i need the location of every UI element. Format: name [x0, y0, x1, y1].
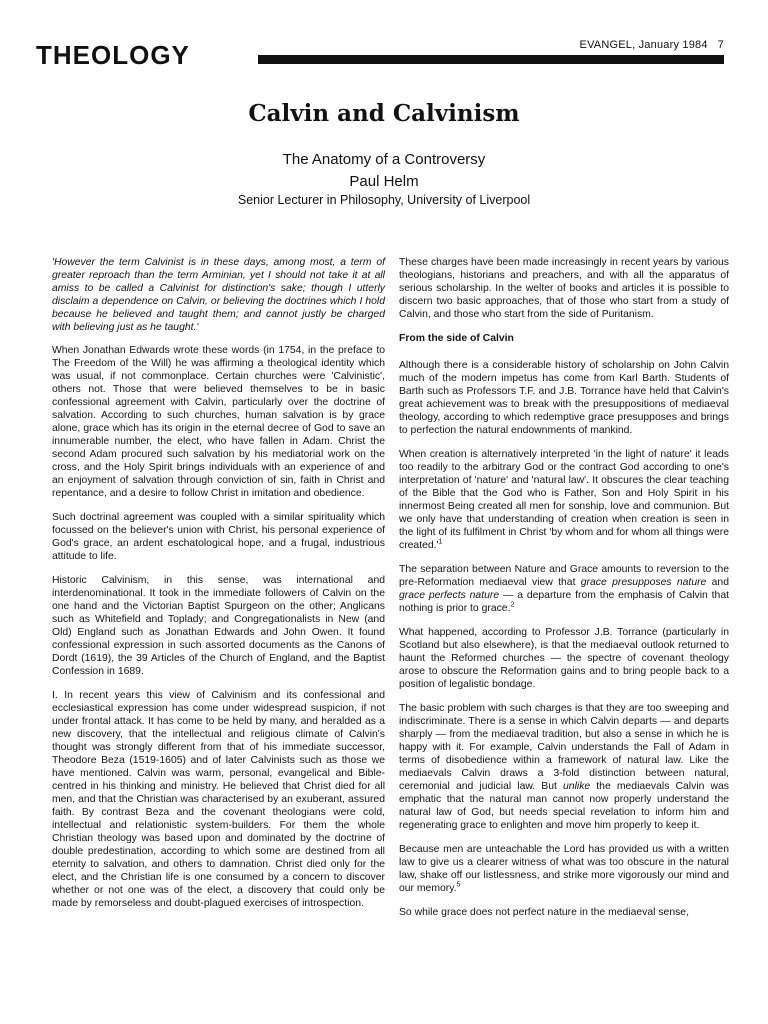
- paragraph: Such doctrinal agreement was coupled with a similar spirituality which focussed on the believer's union with Christ, his personal experience of God's grace, an ardent eschatological hope, and a frugal, industrious attitude to life.: [52, 512, 385, 562]
- right-column: [399, 256, 729, 930]
- paragraph-text: The separation between Nature and Grace amounts to reversion to the pre-Reformation mediaeval view that: [399, 564, 729, 588]
- emphasis: unlike: [563, 781, 591, 792]
- paragraph: I. In recent years this view of Calvinism and its confessional and ecclesiastical expression has come under widespread suspicion, if not under frontal attack. It has come to be held by many, and heralded as a new discovery, that the intellectual and religious climate of Calvin's thought was strongly different from that of his immediate successor, Theodore Beza (1519-1605) and of later Calvinists such as those we have mentioned. Calvin was warm, personal, evangelical and Bible-centred in his thinking and ministry. He believed that Christ died for all men, and that the Christian was characterised by an exuberant, assured faith. By contrast Beza and the covenant theologians were cold, intellectual and relationistic system-builders. For them the whole Christian theology was based upon and dominated by the doctrine of double predestination, according to which some are destined from all eternity to salvation, and others to damnation. Christ died only for the elect, and the Christian life is one consumed by a concern to discover whether or not one was of the elect, a discovery that could only be made by remorseless and doubt-plagued exercises of introspection.: [52, 690, 385, 909]
- paragraph: [399, 563, 729, 615]
- footnote-marker: 1: [438, 538, 443, 546]
- paragraph: Historic Calvinism, in this sense, was international and interdenominational. It took in the immediate followers of Calvin on the one hand and the Victorian Baptist Spurgeon on the other; Anglicans such as Whitefield and Toplady; and Congregationalists in New (and Old) England such as Jonathan Edwards and John Owen. It found confessional expression in such assorted documents as the Canons of Dordt (1619), the 39 Articles of the Church of England, and the Baptist Confession in 1689.: [52, 575, 385, 677]
- footnote-marker: 2: [510, 601, 515, 609]
- paragraph-text: Because men are unteachable the Lord has provided us with a written law to give us a clearer witness of what was too obscure in the natural law, shake off our listlessness, and strike more vigorously our mind and our memory.: [399, 844, 729, 894]
- article-author: Paul Helm: [349, 173, 419, 190]
- paragraph: [399, 448, 729, 552]
- paragraph-text: — a departure from the emphasis of Calvin that nothing is prior to grace.: [399, 590, 729, 614]
- paragraph: [399, 843, 729, 895]
- epigraph: 'However the term Calvinist is in these days, among most, a term of greater reproach than the term Arminian, yet I should not take it at all amiss to be called a Calvinist for distinction's sake; though I utterly disclaim a dependence on Calvin, or believing the doctrines which I hold because he believed and taught them; and cannot justly be charged with believing just as he taught.': [52, 257, 385, 333]
- paragraph: What happened, according to Professor J.B. Torrance (particularly in Scotland but also elsewhere), is that the mediaeval outlook returned to haunt the Reformed churches — the spectre of covenant theology arose to obscure the Reformation gains and to bring people back to a position of legalistic bondage.: [399, 627, 729, 690]
- footnote-marker: 5: [456, 881, 461, 889]
- paragraph: [399, 702, 729, 832]
- paragraph-text: and: [706, 577, 729, 588]
- left-column: [52, 256, 385, 921]
- paragraph-text: The basic problem with such charges is that they are too sweeping and indiscriminate. There is a sense in which Calvin departs — and departs sharply — from the mediaeval tradition, but also a sense in which he is happy with it. For example, Calvin understands the Fall of Adam in terms of disobedience within a framework of natural law. Like the mediaevals Calvin draws a 3-fold distinction between natural, ceremonial and judicial law. But: [399, 703, 729, 792]
- paragraph: These charges have been made increasingly in recent years by various theologians, historians and preachers, and with all the apparatus of serious scholarship. In the welter of books and articles it is possible to discern two basic approaches, that of those who start from a study of Calvin, and those who start from the side of Puritanism.: [399, 257, 729, 320]
- journal-info: [580, 39, 724, 51]
- header-rule: [258, 55, 724, 64]
- section-heading: From the side of Calvin: [399, 333, 514, 344]
- article-subtitle: The Anatomy of a Controversy: [282, 151, 486, 168]
- emphasis: grace perfects nature: [399, 590, 500, 601]
- paragraph: Although there is a considerable history of scholarship on John Calvin much of the modern impetus has come from Karl Barth. Students of Barth such as Professors T.F. and J.B. Torrance have held that Calvin's great achievement was to break with the presuppositions of mediaeval theology, according to which redemptive grace presupposes and brings to perfection the natural endownments of mankind.: [399, 360, 729, 436]
- emphasis: grace presupposes nature: [580, 577, 707, 588]
- page-number: 7: [717, 39, 724, 51]
- author-affiliation: Senior Lecturer in Philosophy, University of Liverpool: [237, 193, 531, 207]
- paragraph: So while grace does not perfect nature in the mediaeval sense,: [399, 907, 689, 918]
- article-title: Calvin and Calvinism: [248, 100, 520, 127]
- journal-issue: EVANGEL, January 1984: [579, 39, 708, 51]
- paragraph-text: When creation is alternatively interpreted 'in the light of nature' it leads too readily to the arbitrary God or the contract God according to one's interpretation of 'nature' and 'natural law'. It obscures the clear teaching of the Bible that the God who is Father, Son and Holy Spirit in his innermost Being created all men for sonship, love and communion. But we only have that understanding of creation when creation is seen in the light of its fulfilment in Christ 'by whom and for whom all things were created.': [399, 449, 729, 551]
- section-label: THEOLOGY: [36, 40, 190, 70]
- paragraph: When Jonathan Edwards wrote these words (in 1754, in the preface to The Freedom of the Will) he was affirming a theological identity which was usual, if not commonplace. Certain churches were 'Calvinistic', others not. Those that were believed themselves to be in basic confessional agreement with Calvin, particularly over the doctrine of salvation. According to such churches, human salvation is by grace alone, grace which has its origin in the eternal decree of God to save an innumerable number, the elect, who have fallen in Adam. Christ the second Adam procured such salvation by his mediatorial work on the cross, and the Holy Spirit brings individuals with an experience of and an enjoyment of salvation through conviction of sin, faith in Christ and repentance, and a desire to follow Christ in imitation and obedience.: [52, 345, 385, 499]
- paragraph-text: the mediaevals Calvin was emphatic that the natural man cannot now properly understand the natural law of God, but needs special revelation to inform him and regenerating grace to enlighten and move him properly to keep it.: [399, 781, 729, 831]
